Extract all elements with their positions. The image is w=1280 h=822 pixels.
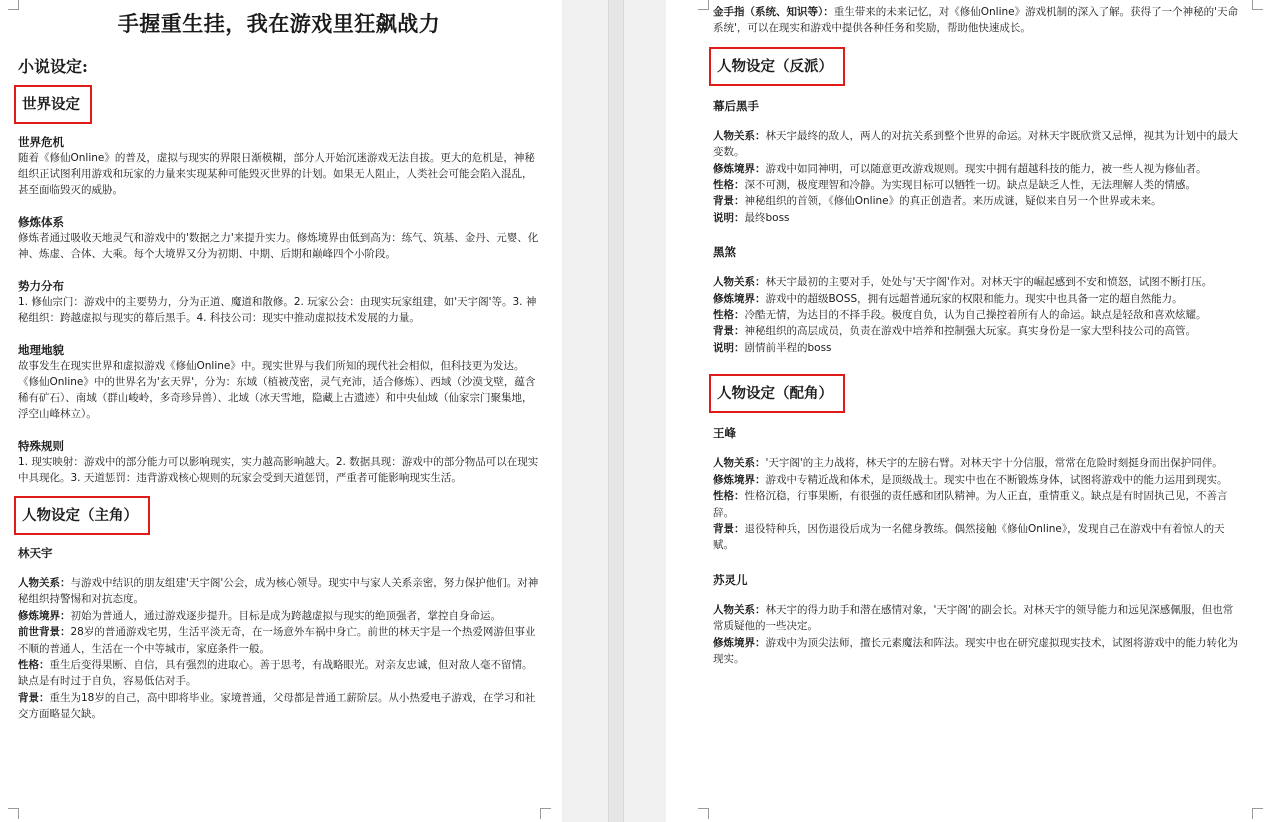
field-label: 性格： <box>713 179 745 192</box>
character-name: 苏灵儿 <box>713 572 748 587</box>
section-title: 势力分布 <box>18 279 64 293</box>
field-label: 修炼境界： <box>713 162 766 175</box>
character-field <box>18 608 540 624</box>
section-title: 世界危机 <box>18 135 64 149</box>
field-text: 退役特种兵，因伤退役后成为一名健身教练。偶然接触《修仙Online》，发现自己在游戏中有着惊人的天赋。 <box>713 522 1225 552</box>
field-text: '天宇阁'的主力战将，林天宇的左膀右臂。对林天宇十分信服，常常在危险时刻挺身而出保护同伴。 <box>765 457 1223 470</box>
crop-mark <box>1252 808 1263 819</box>
character-name: 黑煞 <box>713 245 736 260</box>
character-name: 林天宇 <box>18 546 53 560</box>
character-field <box>713 128 1242 161</box>
character-field <box>18 657 540 690</box>
field-text: 最终boss <box>744 211 790 224</box>
character-field <box>713 602 1242 635</box>
villain-heading <box>709 47 1242 86</box>
crop-mark <box>540 808 551 819</box>
field-label: 背景： <box>713 195 745 208</box>
settings-subtitle: 小说设定: <box>18 57 88 76</box>
field-label: 前世背景： <box>18 626 71 639</box>
field-text: 深不可测，极度理智和冷静。为实现目标可以牺牲一切。缺点是缺乏人性，无法理解人类的情感。 <box>744 179 1196 192</box>
golden-finger-field <box>713 4 1242 37</box>
field-label: 修炼境界： <box>18 609 71 622</box>
field-text: 林天宇的得力助手和潜在感情对象，'天宇阁'的副会长。对林天宇的领导能力和远见深感佩服，但也常常质疑他的一些决定。 <box>713 603 1234 633</box>
highlight-box: 人物设定（配角） <box>709 374 845 413</box>
character-profile <box>713 244 1242 356</box>
document-title: 手握重生挂，我在游戏里狂飙战力 <box>117 11 441 36</box>
field-label: 背景： <box>713 522 745 535</box>
character-name: 王峰 <box>713 426 736 441</box>
field-text: 神秘组织的首领，《修仙Online》的真正创造者。来历成谜，疑似来自另一个世界或未来。 <box>744 195 1162 208</box>
field-label: 说明： <box>713 211 745 224</box>
field-label: 性格： <box>713 490 745 503</box>
field-text: 游戏中专精近战和体术，是顶级战士。现实中也在不断锻炼身体，试图将游戏中的能力运用到现实。 <box>765 473 1228 486</box>
character-field <box>713 193 1242 209</box>
crop-mark <box>698 0 709 10</box>
scroll-divider <box>608 0 624 822</box>
crop-mark <box>8 808 19 819</box>
field-text: 与游戏中结识的朋友组建'天宇阁'公会，成为核心领导。现实中与家人关系亲密，努力保护他们。对神秘组织持警惕和对抗态度。 <box>18 577 539 606</box>
field-label: 金手指（系统、知识等）： <box>713 6 834 18</box>
section-text: 1. 修仙宗门：游戏中的主要势力，分为正道、魔道和散修。2. 玩家公会：由现实玩家组建，如'天宇阁'等。3. 神秘组织：跨越虚拟与现实的幕后黑手。4. 科技公司：现实中推动虚拟技术发展的力量。 <box>18 296 537 324</box>
character-field <box>713 210 1242 226</box>
section-text: 故事发生在现实世界和虚拟游戏《修仙Online》中。现实世界与我们所知的现代社会相似，但科技更为发达。《修仙Online》中的世界名为'玄天界'，分为：东域（植被茂密，灵气充沛，适合修炼）、西域（沙漠戈壁，蕴含稀有矿石）、南域（群山峻岭，多奇珍异兽）、北域（冰天雪地，隐藏上古遗迹）和中央仙域（仙家宗门聚集地，浮空山峰林立）。 <box>18 360 536 420</box>
world-section <box>18 278 540 326</box>
character-field <box>18 690 540 723</box>
field-text: 重生带来的未来记忆，对《修仙Online》游戏机制的深入了解。获得了一个神秘的'天命系统'，可以在现实和游戏中提供各种任务和奖励，帮助他快速成长。 <box>713 6 1239 35</box>
field-label: 性格： <box>18 659 50 672</box>
section-title: 特殊规则 <box>18 439 64 453</box>
character-field <box>713 161 1242 177</box>
field-label: 修炼境界： <box>713 292 766 305</box>
character-field <box>18 624 540 657</box>
section-title: 修炼体系 <box>18 215 64 229</box>
world-heading <box>14 85 540 124</box>
field-text: 林天宇最初的主要对手，处处与'天宇阁'作对。对林天宇的崛起感到不安和愤怒，试图不断打压。 <box>765 276 1213 289</box>
crop-mark <box>1252 0 1263 10</box>
section-text: 1. 现实映射：游戏中的部分能力可以影响现实，实力越高影响越大。2. 数据具现：游戏中的部分物品可以在现实中具现化。3. 天道惩罚：违背游戏核心规则的玩家会受到天道惩罚，严重者可能影响现实生活。 <box>18 456 539 484</box>
highlight-box: 人物设定（主角） <box>14 496 150 535</box>
section-text: 随着《修仙Online》的普及，虚拟与现实的界限日渐模糊，部分人开始沉迷游戏无法自拔。更大的危机是，神秘组织正试图利用游戏和玩家的力量来实现某种可能毁灭世界的计划。如果无人阻止，人类社会可能会陷入混乱，甚至面临毁灭的威胁。 <box>18 152 535 196</box>
character-field <box>18 575 540 608</box>
crop-mark <box>698 808 709 819</box>
character-field <box>713 472 1242 488</box>
field-text: 剧情前半程的boss <box>744 341 832 354</box>
character-profile <box>713 425 1242 553</box>
field-label: 人物关系： <box>713 276 766 289</box>
field-text: 神秘组织的高层成员，负责在游戏中培养和控制强大玩家。真实身份是一家大型科技公司的高管。 <box>744 325 1196 338</box>
field-label: 修炼境界： <box>713 636 766 649</box>
character-name: 幕后黑手 <box>713 98 759 113</box>
character-profile <box>713 572 1242 668</box>
character-field <box>713 291 1242 307</box>
world-section <box>18 214 540 262</box>
character-profile <box>18 545 540 723</box>
field-label: 背景： <box>18 691 50 704</box>
world-section <box>18 438 540 486</box>
world-section <box>18 134 540 198</box>
character-field <box>713 635 1242 668</box>
field-text: 冷酷无情，为达目的不择手段。极度自负，认为自己操控着所有人的命运。缺点是轻敌和喜欢炫耀。 <box>744 309 1207 322</box>
world-section <box>18 342 540 422</box>
field-label: 人物关系： <box>713 129 766 142</box>
character-field <box>713 521 1242 554</box>
field-text: 游戏中的超级BOSS，拥有远超普通玩家的权限和能力。现实中也具备一定的超自然能力。 <box>765 292 1183 305</box>
character-field <box>713 340 1242 356</box>
highlight-box: 世界设定 <box>14 85 92 124</box>
document-page-left <box>0 0 562 822</box>
section-text: 修炼者通过吸收天地灵气和游戏中的'数据之力'来提升实力。修炼境界由低到高为：练气、筑基、金丹、元婴、化神、炼虚、合体、大乘。每个大境界又分为初期、中期、后期和巅峰四个小阶段。 <box>18 232 539 260</box>
field-text: 游戏中为顶尖法师，擅长元素魔法和阵法。现实中也在研究虚拟现实技术，试图将游戏中的能力转化为现实。 <box>713 636 1238 665</box>
field-label: 说明： <box>713 341 745 354</box>
support-heading <box>709 374 1242 413</box>
section-title: 地理地貌 <box>18 343 64 357</box>
character-field <box>713 274 1242 290</box>
page-gutter <box>562 0 666 822</box>
field-label: 背景： <box>713 325 745 338</box>
character-field <box>713 455 1242 471</box>
character-field <box>713 488 1242 521</box>
field-text: 初始为普通人，通过游戏逐步提升。目标是成为跨越虚拟与现实的绝顶强者，掌控自身命运。 <box>70 609 501 622</box>
field-label: 性格： <box>713 309 745 322</box>
highlight-box: 人物设定（反派） <box>709 47 845 86</box>
field-text: 性格沉稳，行事果断，有很强的责任感和团队精神。为人正直，重情重义。缺点是有时固执己见，不善言辞。 <box>713 490 1228 519</box>
field-label: 人物关系： <box>18 577 71 589</box>
field-text: 林天宇最终的敌人，两人的对抗关系到整个世界的命运。对林天宇既欣赏又忌惮，视其为计划中的最大变数。 <box>713 129 1238 159</box>
protagonist-heading <box>14 496 540 535</box>
field-text: 重生为18岁的自己，高中即将毕业。家境普通，父母都是普通工薪阶层。从小热爱电子游戏，在学习和社交方面略显欠缺。 <box>18 691 536 721</box>
character-field <box>713 177 1242 193</box>
field-text: 重生后变得果断、自信，具有强烈的进取心。善于思考，有战略眼光。对亲友忠诚，但对敌人毫不留情。缺点是有时过于自负，容易低估对手。 <box>18 659 533 688</box>
character-field <box>713 307 1242 323</box>
document-page-right <box>666 0 1280 822</box>
field-text: 游戏中如同神明，可以随意更改游戏规则。现实中拥有超越科技的能力，被一些人视为修仙者。 <box>765 162 1207 175</box>
field-label: 修炼境界： <box>713 473 766 486</box>
crop-mark <box>8 0 19 10</box>
character-field <box>713 323 1242 339</box>
field-label: 人物关系： <box>713 457 766 470</box>
character-profile <box>713 98 1242 226</box>
field-label: 人物关系： <box>713 603 766 616</box>
field-text: 28岁的普通游戏宅男，生活平淡无奇，在一场意外车祸中身亡。前世的林天宇是一个热爱网游但事业不顺的普通人，生活在一个中等城市，家庭条件一般。 <box>18 626 536 655</box>
